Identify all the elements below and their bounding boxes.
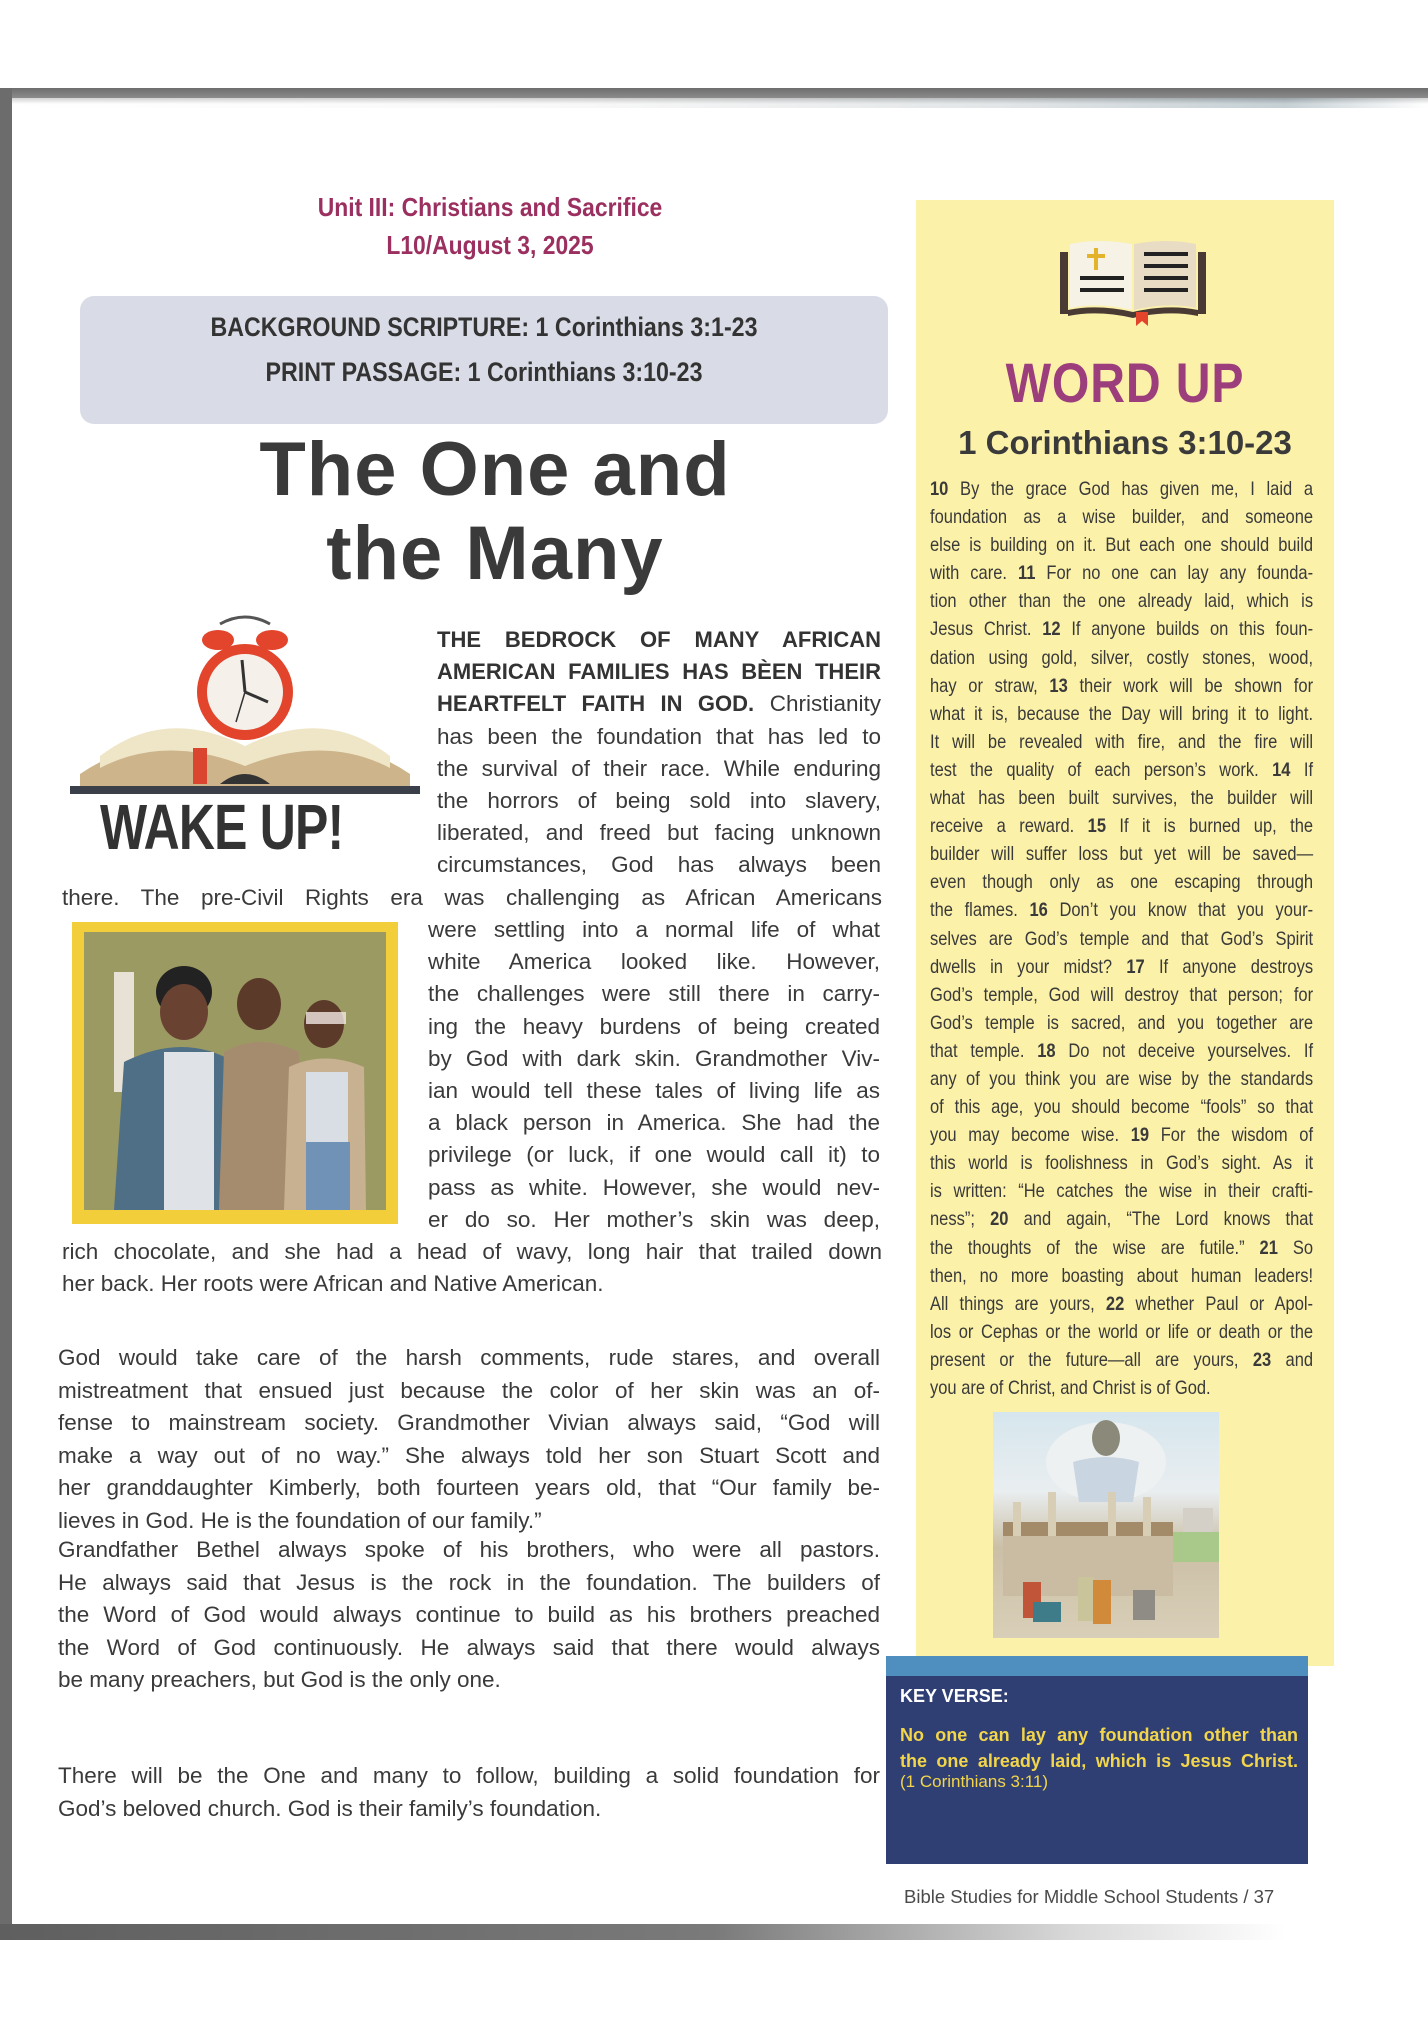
body-text: the horrors of being sold into slavery, — [437, 788, 881, 814]
key-verse-line: No one can lay any foundation other than — [900, 1725, 1298, 1745]
verse-line — [930, 982, 1313, 1010]
verse-number: 21 — [1259, 1237, 1278, 1259]
verse-number: 13 — [1049, 675, 1068, 697]
verse-text: By the grace God has given me, I laid a — [948, 479, 1314, 500]
verse-text: receive a reward. — [930, 816, 1088, 838]
verse-text: then, no more boasting about human leaders! — [930, 1265, 1314, 1287]
temple-builders-image — [993, 1412, 1219, 1638]
verse-text: God’s temple is sacred, and you together are — [930, 1012, 1314, 1034]
verse-line — [930, 701, 1313, 729]
verse-line — [930, 1375, 1313, 1403]
text-line: the Word of God continuously. He always said that there would always — [58, 1634, 880, 1660]
verse-line — [930, 673, 1313, 701]
text-line: by God with dark skin. Grandmother Viv- — [428, 1045, 880, 1071]
verse-number: 11 — [1017, 563, 1036, 585]
intro-line — [437, 721, 881, 753]
article-paragraph-4 — [58, 1760, 880, 1825]
article-para1-tail — [62, 1236, 882, 1300]
verse-line — [930, 504, 1313, 532]
text-line: be many preachers, but God is the only one. — [58, 1667, 501, 1692]
background-scripture: BACKGROUND SCRIPTURE: 1 Corinthians 3:1-23 — [210, 312, 758, 342]
article-intro — [437, 624, 881, 882]
verse-text: test the quality of each person’s work. — [930, 759, 1273, 781]
article-paragraph-3 — [58, 1534, 880, 1697]
verse-number: 20 — [990, 1209, 1009, 1231]
lesson-header — [200, 188, 781, 264]
scan-edge-left — [0, 88, 12, 1940]
verse-text: So — [1277, 1237, 1314, 1259]
verse-text: ness”; — [930, 1209, 991, 1231]
text-line: were settling into a normal life of what — [428, 917, 880, 942]
verse-text: hay or straw, — [930, 675, 1050, 697]
wake-up-label: WAKE UP! — [100, 791, 344, 863]
verse-text: and — [1271, 1349, 1314, 1371]
verse-text: All things are yours, — [930, 1293, 1106, 1315]
verse-number: 17 — [1126, 956, 1145, 978]
family-photo — [72, 922, 398, 1224]
print-passage: PRINT PASSAGE: 1 Corinthians 3:10-23 — [265, 357, 703, 387]
intro-line — [437, 817, 881, 849]
verse-line — [930, 1235, 1313, 1263]
verse-line — [930, 757, 1313, 785]
verse-number: 10 — [930, 479, 949, 500]
verse-line — [930, 785, 1313, 813]
body-text: the survival of their race. While enduring — [437, 755, 881, 781]
alarm-clock-icon — [197, 617, 293, 740]
intro-line — [437, 624, 881, 656]
verse-line — [930, 841, 1313, 869]
verse-text: If — [1290, 759, 1314, 781]
verse-line — [930, 1206, 1313, 1234]
text-line: white America looked like. However, — [428, 949, 880, 975]
text-line: er do so. Her mother’s skin was deep, — [428, 1206, 880, 1232]
verse-line — [930, 616, 1313, 644]
body-text: Christianity — [754, 691, 881, 717]
lead-in-text: AMERICAN FAMILIES HAS BÈEN THEIR — [437, 659, 881, 685]
verse-line — [930, 1263, 1313, 1291]
text-line: a black person in America. She had the — [428, 1110, 880, 1136]
verse-line — [930, 1010, 1313, 1038]
text-line: ing the heavy burdens of being created — [428, 1013, 880, 1039]
verse-line — [930, 1038, 1313, 1066]
verse-number: 15 — [1087, 816, 1106, 838]
verse-text: what has been built survives, the builder will — [930, 788, 1314, 810]
text-line: There will be the One and many to follow, building a solid foundation for — [58, 1763, 880, 1788]
verse-line — [930, 926, 1313, 954]
text-line: fense to mainstream society. Grandmother Vivian always said, “God will — [58, 1410, 880, 1435]
verse-text: present or the future—all are yours, — [930, 1349, 1253, 1371]
verse-line — [930, 560, 1313, 588]
verse-text: the thoughts of the wise are futile.” — [930, 1237, 1260, 1259]
verse-number: 19 — [1130, 1125, 1150, 1147]
verse-text: their work will be shown for — [1067, 675, 1314, 697]
verse-line — [930, 1122, 1313, 1150]
verse-text: whether Paul or Apol- — [1124, 1293, 1314, 1315]
verse-number: 16 — [1029, 900, 1048, 922]
verse-text: dation using gold, silver, costly stones, wood, — [930, 647, 1314, 669]
word-up-reference: 1 Corinthians 3:10-23 — [958, 424, 1292, 461]
body-text: liberated, and freed but facing unknown — [437, 820, 881, 846]
verse-line — [930, 1150, 1313, 1178]
verse-text: even though only as one escaping through — [930, 872, 1314, 894]
scan-shadow — [0, 98, 1428, 108]
lead-in-text: THE BEDROCK OF MANY AFRICAN — [437, 627, 881, 652]
scan-edge-bottom — [0, 1924, 1428, 1940]
verse-text: the flames. — [930, 900, 1030, 922]
builders-illustration — [993, 1412, 1219, 1638]
verse-number: 23 — [1252, 1349, 1272, 1371]
lead-in-text: HEARTFELT FAITH IN GOD. — [437, 691, 755, 717]
verse-text: foundation as a wise builder, and someone — [930, 507, 1314, 529]
verse-line — [930, 1319, 1313, 1347]
verse-text: of this age, you should become “fools” so that — [930, 1097, 1314, 1119]
key-verse-label: KEY VERSE: — [900, 1686, 1009, 1706]
verse-number: 22 — [1105, 1293, 1125, 1315]
unit-title: Unit III: Christians and Sacrifice — [317, 192, 663, 222]
text-line: her granddaughter Kimberly, both fourteen years old, that “Our family be- — [58, 1475, 880, 1500]
bible-icon — [1058, 238, 1208, 328]
verse-text: with care. — [930, 563, 1018, 585]
key-verse-band — [886, 1656, 1308, 1678]
key-verse-reference: (1 Corinthians 3:11) — [900, 1772, 1049, 1791]
verse-text: It will be revealed with fire, and the fire will — [930, 731, 1314, 753]
verse-line — [930, 588, 1313, 616]
title-line-1: The One and — [259, 427, 731, 512]
verse-line — [930, 1347, 1313, 1375]
verse-number: 12 — [1042, 619, 1061, 641]
text-line: lieves in God. He is the foundation of our family.” — [58, 1507, 542, 1533]
verse-line — [930, 476, 1313, 504]
verse-line — [930, 1291, 1313, 1319]
word-up-heading: WORD UP — [1005, 351, 1245, 414]
text-line: the Word of God would always continue to build as his brothers preached — [58, 1602, 880, 1627]
article-photo-side — [428, 914, 880, 1236]
intro-line — [437, 849, 881, 881]
lesson-title — [170, 428, 820, 596]
verse-text: If it is burned up, the — [1105, 816, 1314, 838]
verse-text: Do not deceive yourselves. If — [1055, 1040, 1314, 1062]
body-text: has been the foundation that has led to — [437, 723, 881, 749]
text-line: ian would tell these tales of living life as — [428, 1078, 880, 1104]
verse-line — [930, 897, 1313, 925]
verse-text: any of you think you are wise by the standards — [930, 1068, 1314, 1090]
verse-text: selves are God’s temple and that God’s Spirit — [930, 928, 1314, 950]
verse-line — [930, 813, 1313, 841]
verse-text: this world is foolishness in God’s sight. As it — [930, 1153, 1314, 1175]
article-wide-line — [62, 882, 882, 914]
key-verse-line: the one already laid, which is Jesus Christ. — [900, 1751, 1298, 1771]
text-line: rich chocolate, and she had a head of wavy, long hair that trailed down — [62, 1239, 882, 1264]
verse-text: and again, “The Lord knows that — [1008, 1209, 1314, 1231]
verse-text: that temple. — [930, 1040, 1038, 1062]
verse-text: what it is, because the Day will bring it to light. — [930, 703, 1314, 725]
text-line: Grandfather Bethel always spoke of his brothers, who were all pastors. — [58, 1537, 880, 1562]
verse-text: For no one can lay any founda- — [1035, 563, 1314, 585]
verse-text: dwells in your midst? — [930, 956, 1127, 978]
verse-text: builder will suffer loss but yet will be saved— — [930, 844, 1314, 866]
verse-number: 18 — [1037, 1040, 1056, 1062]
text-line: there. The pre-Civil Rights era was challenging as African Americans — [62, 885, 882, 910]
text-line: He always said that Jesus is the rock in the foundation. The builders of — [58, 1569, 880, 1595]
verse-text: tion other than the one already laid, which is — [930, 591, 1314, 613]
verse-text: Jesus Christ. — [930, 619, 1043, 641]
verse-text: God’s temple, God will destroy that person; for — [930, 984, 1314, 1006]
page-footer: Bible Studies for Middle School Students / 37 — [904, 1886, 1275, 1907]
body-text: circumstances, God has always been — [437, 852, 881, 878]
text-line: God’s beloved church. God is their family’s foundation. — [58, 1795, 602, 1821]
verse-line — [930, 645, 1313, 673]
verse-text: If anyone destroys — [1144, 956, 1314, 978]
verse-line — [930, 869, 1313, 897]
verse-text: For the wisdom of — [1149, 1125, 1314, 1147]
verse-line — [930, 1178, 1313, 1206]
verse-text: is written: “He catches the wise in their crafti- — [930, 1181, 1314, 1203]
verse-text: los or Cephas or the world or life or death or the — [930, 1321, 1314, 1343]
scripture-passage — [930, 476, 1314, 1403]
text-line: make a way out of no way.” She always told her son Stuart Scott and — [58, 1442, 880, 1468]
family-photo-image — [84, 932, 386, 1210]
verse-number: 14 — [1272, 759, 1291, 781]
text-line: mistreatment that ensued just because the color of her skin was an of- — [58, 1377, 880, 1403]
verse-line — [930, 954, 1313, 982]
key-verse-text — [900, 1722, 1298, 1774]
verse-line — [930, 729, 1313, 757]
photo-image — [84, 932, 386, 1210]
article-paragraph-2 — [58, 1342, 880, 1537]
text-line: the challenges were still there in carry- — [428, 981, 880, 1007]
intro-line — [437, 753, 881, 785]
text-line: pass as white. However, she would nev- — [428, 1174, 880, 1200]
verse-line — [930, 532, 1313, 560]
verse-text: Don’t you know that you your- — [1047, 900, 1314, 922]
verse-text: you may become wise. — [930, 1125, 1131, 1147]
title-line-2: the Many — [326, 511, 664, 596]
verse-line — [930, 1094, 1313, 1122]
verse-text: If anyone builds on this foun- — [1060, 619, 1314, 641]
intro-line — [437, 656, 881, 688]
verse-line — [930, 1066, 1313, 1094]
lesson-date: L10/August 3, 2025 — [386, 230, 594, 260]
text-line: her back. Her roots were African and Native American. — [62, 1271, 604, 1297]
verse-text: else is building on it. But each one should build — [930, 535, 1314, 557]
text-line: privilege (or luck, if one would call it) to — [428, 1142, 880, 1168]
intro-line — [437, 785, 881, 817]
text-line: God would take care of the harsh comments, rude stares, and overall — [58, 1345, 880, 1370]
intro-line — [437, 688, 881, 720]
verse-text: you are of Christ, and Christ is of God. — [930, 1378, 1211, 1399]
